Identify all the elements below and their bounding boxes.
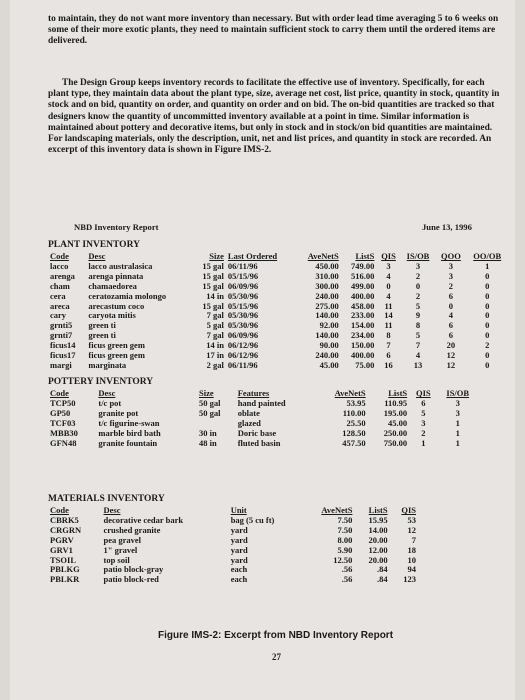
table-cell: fluted basin <box>237 437 281 448</box>
table-cell: PGRV <box>50 534 74 545</box>
pottery-column-header: IS/OB <box>446 388 470 398</box>
table-cell: patio block-red <box>103 574 159 585</box>
table-cell: 0 <box>485 280 490 291</box>
table-cell: 15.95 <box>368 514 388 525</box>
table-cell: crushed granite <box>103 524 161 535</box>
table-cell: ficus green gem <box>88 350 145 361</box>
table-cell: 10 <box>407 554 416 565</box>
table-cell: 8.00 <box>337 534 353 545</box>
table-cell: 0 <box>415 280 421 291</box>
table-cell: GRV1 <box>50 544 73 555</box>
pottery-table <box>48 389 478 448</box>
table-cell: 128.50 <box>342 427 366 438</box>
table-cell: yard <box>230 534 248 545</box>
table-cell: t/c figurine-swan <box>98 417 160 428</box>
table-cell: .56 <box>341 564 353 575</box>
table-cell: MBB30 <box>50 427 78 438</box>
table-cell: arenga pinnata <box>88 270 144 281</box>
table-cell: .84 <box>376 564 388 575</box>
table-cell: 0 <box>485 330 490 341</box>
materials-column-header: Unit <box>230 505 247 515</box>
table-cell: arenga <box>50 270 75 281</box>
plant-table <box>48 252 508 371</box>
table-cell: 2 <box>415 270 421 281</box>
materials-column-header: Code <box>50 505 69 515</box>
table-cell: 06/12/96 <box>227 340 259 351</box>
table-cell: 75.00 <box>355 359 375 370</box>
table-cell: cera <box>50 290 66 301</box>
table-cell: 11 <box>384 300 393 311</box>
table-cell: 458.00 <box>351 300 375 311</box>
table-cell: 0 <box>485 270 490 281</box>
table-cell: 06/11/96 <box>227 359 258 370</box>
page-number: 27 <box>272 652 281 662</box>
table-cell: 25.50 <box>346 417 366 428</box>
report-title: NBD Inventory Report <box>74 222 159 232</box>
table-cell: 240.00 <box>315 350 339 361</box>
table-cell: 14 in <box>206 290 224 301</box>
table-cell: 14 <box>384 310 393 321</box>
table-cell: 0 <box>485 310 490 321</box>
table-cell: 12 <box>407 524 416 535</box>
table-cell: 12.50 <box>333 554 353 565</box>
table-cell: marble bird bath <box>98 427 161 438</box>
table-cell: 12.00 <box>368 544 388 555</box>
table-cell: green ti <box>88 320 116 331</box>
table-cell: 457.50 <box>342 437 366 448</box>
table-cell: 3 <box>455 407 460 418</box>
table-cell: 92.00 <box>319 320 339 331</box>
table-cell: cary <box>50 310 67 321</box>
table-cell: 05/30/96 <box>227 320 259 331</box>
plant-column-header: OO/OB <box>473 251 502 261</box>
materials-column-header: AveNetS <box>321 505 353 515</box>
materials-column-header: QIS <box>401 505 416 515</box>
table-cell: 50 gal <box>199 397 221 408</box>
table-cell: arecastum coco <box>88 300 145 311</box>
table-cell: 15 gal <box>202 270 224 281</box>
table-cell: 0 <box>485 290 490 301</box>
table-cell: 5 <box>421 407 426 418</box>
table-cell: 0 <box>386 280 391 291</box>
table-cell: 195.00 <box>383 407 408 418</box>
table-cell: 0 <box>485 350 490 361</box>
plant-column-header: Desc <box>88 251 106 261</box>
table-cell: 1 <box>455 417 460 428</box>
table-cell: 6 <box>386 350 391 361</box>
table-cell: 1 <box>421 437 426 448</box>
table-cell: 94 <box>407 564 416 575</box>
table-cell: 154.00 <box>351 320 375 331</box>
table-cell: .84 <box>376 574 388 585</box>
paragraph-intro: to maintain, they do not want more inventory than necessary. But with order lead time averaging 5 to 6 weeks on some of their more exotic plants, they need to maintain sufficient stock to carry them until the ordered items are delivered. <box>48 14 499 47</box>
table-cell: 499.00 <box>351 280 375 291</box>
table-cell: lacco <box>50 260 69 271</box>
table-cell: 3 <box>386 260 391 271</box>
table-cell: top soil <box>103 554 130 565</box>
table-row <box>48 361 508 371</box>
table-cell: ficus green gem <box>88 340 145 351</box>
table-cell: 06/12/96 <box>227 350 259 361</box>
table-cell: 3 <box>448 260 454 271</box>
pottery-column-header: ListS <box>388 388 408 398</box>
table-cell: 17 in <box>206 350 224 361</box>
table-cell: hand painted <box>237 397 286 408</box>
table-cell: 110.95 <box>384 397 408 408</box>
table-cell: 30 in <box>199 427 217 438</box>
table-cell: Doric base <box>237 427 277 438</box>
table-cell: 240.00 <box>315 290 339 301</box>
table-cell: 1 <box>455 437 460 448</box>
plant-column-header: QIS <box>381 251 396 261</box>
pottery-column-header: QIS <box>415 388 431 398</box>
table-cell: 2 gal <box>206 359 224 370</box>
table-cell: chamaedorea <box>88 280 137 291</box>
table-cell: 5 <box>415 330 421 341</box>
table-cell: 7 gal <box>206 310 224 321</box>
table-cell: 50 gal <box>199 407 221 418</box>
table-cell: 3 <box>415 260 421 271</box>
table-cell: 4 <box>386 270 391 281</box>
table-cell: 0 <box>485 320 490 331</box>
table-cell: oblate <box>237 407 260 418</box>
table-row <box>48 439 478 449</box>
table-cell: 12 <box>446 359 456 370</box>
table-cell: 140.00 <box>315 310 339 321</box>
table-cell: each <box>230 564 248 575</box>
table-cell: 0 <box>448 300 454 311</box>
table-cell: 05/15/96 <box>227 300 259 311</box>
table-cell: 6 <box>448 330 454 341</box>
table-cell: 400.00 <box>351 350 375 361</box>
table-cell: 48 in <box>199 437 217 448</box>
table-cell: 310.00 <box>315 270 339 281</box>
table-cell: 7.50 <box>337 524 353 535</box>
table-cell: 5 gal <box>206 320 224 331</box>
table-cell: 1" gravel <box>103 544 138 555</box>
table-cell: TCP50 <box>50 397 76 408</box>
table-cell: 3 <box>448 270 454 281</box>
pottery-column-header: AveNetS <box>334 388 366 398</box>
table-cell: 0 <box>485 359 490 370</box>
table-cell: 0 <box>485 300 490 311</box>
table-cell: 1 <box>455 427 460 438</box>
table-cell: 300.00 <box>315 280 339 291</box>
table-cell: 5.90 <box>337 544 353 555</box>
table-cell: 2 <box>415 290 421 301</box>
table-cell: yard <box>230 554 248 565</box>
table-cell: 20.00 <box>368 534 388 545</box>
materials-column-header: Desc <box>103 505 121 515</box>
table-cell: TCF03 <box>50 417 76 428</box>
table-cell: 13 <box>413 359 423 370</box>
table-cell: 6 <box>448 290 454 301</box>
table-cell: 9 <box>415 310 421 321</box>
table-cell: 516.00 <box>351 270 375 281</box>
table-cell: 140.00 <box>315 330 339 341</box>
table-cell: 8 <box>386 330 391 341</box>
materials-column-header: ListS <box>368 505 388 515</box>
table-cell: 400.00 <box>351 290 375 301</box>
table-cell: 05/30/96 <box>227 290 259 301</box>
plant-column-header: Code <box>50 251 69 261</box>
table-cell: 12 <box>446 350 456 361</box>
table-cell: 45.00 <box>319 359 339 370</box>
table-cell: 14.00 <box>368 524 388 535</box>
figure-caption: Figure IMS-2: Excerpt from NBD Inventory Report <box>158 630 394 641</box>
table-cell: 90.00 <box>319 340 339 351</box>
table-row <box>48 321 508 331</box>
table-cell: granite pot <box>98 407 139 418</box>
plant-column-header: Last Ordered <box>227 251 278 261</box>
table-cell: 110.00 <box>342 407 366 418</box>
table-cell: 4 <box>386 290 391 301</box>
table-cell: 150.00 <box>351 340 375 351</box>
table-cell: 14 in <box>206 340 224 351</box>
table-cell: ficus14 <box>50 340 76 351</box>
pottery-column-header: Features <box>237 388 270 398</box>
table-row <box>48 311 508 321</box>
table-cell: 7.50 <box>337 514 353 525</box>
table-cell: patio block-gray <box>103 564 164 575</box>
table-cell: 15 gal <box>202 280 224 291</box>
table-row <box>48 575 418 585</box>
table-cell: 3 <box>421 417 426 428</box>
table-cell: 4 <box>415 350 421 361</box>
pottery-column-header: Desc <box>98 388 116 398</box>
table-cell: 53 <box>407 514 416 525</box>
table-cell: 749.00 <box>351 260 375 271</box>
table-cell: yard <box>230 544 248 555</box>
plant-column-header: ListS <box>355 251 375 261</box>
table-cell: 06/09/96 <box>227 330 259 341</box>
table-cell: 06/11/96 <box>227 260 258 271</box>
table-cell: 15 gal <box>202 260 224 271</box>
table-cell: 123 <box>403 574 416 585</box>
table-cell: 450.00 <box>315 260 339 271</box>
table-cell: marginata <box>88 359 127 370</box>
table-cell: caryota mitis <box>88 310 136 321</box>
table-cell: 3 <box>455 397 460 408</box>
materials-table <box>48 506 418 585</box>
table-cell: 2 <box>421 427 426 438</box>
table-cell: 5 <box>415 300 421 311</box>
table-cell: 20 <box>446 340 456 351</box>
plant-heading: PLANT INVENTORY <box>48 240 140 250</box>
table-cell: 16 <box>384 359 393 370</box>
table-cell: lacco australasica <box>88 260 153 271</box>
plant-column-header: IS/OB <box>406 251 430 261</box>
table-cell: margi <box>50 359 72 370</box>
table-cell: 8 <box>415 320 421 331</box>
table-cell: PBLKR <box>50 574 80 585</box>
table-cell: pea gravel <box>103 534 142 545</box>
table-cell: .56 <box>341 574 353 585</box>
table-cell: 2 <box>485 340 490 351</box>
table-cell: 05/15/96 <box>227 270 259 281</box>
table-cell: granite fountain <box>98 437 158 448</box>
table-cell: 750.00 <box>383 437 408 448</box>
table-cell: 20.00 <box>368 554 388 565</box>
table-cell: 6 <box>448 320 454 331</box>
pottery-column-header: Code <box>50 388 69 398</box>
table-cell: ceratozamia molongo <box>88 290 167 301</box>
table-cell: PBLKG <box>50 564 80 575</box>
table-cell: areca <box>50 300 70 311</box>
table-cell: 250.00 <box>383 427 408 438</box>
table-cell: 15 gal <box>202 300 224 311</box>
table-cell: CRGRN <box>50 524 82 535</box>
table-cell: glazed <box>237 417 261 428</box>
table-cell: 45.00 <box>388 417 408 428</box>
document-page <box>10 0 515 700</box>
table-cell: TSOIL <box>50 554 76 565</box>
table-cell: 233.00 <box>351 310 375 321</box>
plant-column-header: Size <box>209 251 224 261</box>
paragraph-design-group: The Design Group keeps inventory records to facilitate the effective use of inventory. Specifically, for each plant type, they maintain data about the plant type, size, average net cost, list price, quantity in stock, quantity in stock and on bid, quantity on order, and quantity on order and on bid. The on-bid quantities are tracked so that designers know the quantity of uncommitted inventory available at a point in time. Similar information is maintained about pottery and decorative items, but only in stock and in stock/on bid quantities are maintained. For landscaping materials, only the description, unit, net and list prices, and quantity in stock are recorded. An excerpt of this inventory data is shown in Figure IMS-2. <box>48 78 500 156</box>
table-cell: 7 <box>386 340 391 351</box>
table-cell: 4 <box>448 310 454 321</box>
table-cell: 11 <box>384 320 393 331</box>
table-cell: 05/30/96 <box>227 310 259 321</box>
table-cell: 18 <box>407 544 416 555</box>
table-cell: 234.00 <box>351 330 375 341</box>
table-cell: ficus17 <box>50 350 76 361</box>
table-cell: green ti <box>88 330 116 341</box>
table-cell: GP50 <box>50 407 71 418</box>
materials-heading: MATERIALS INVENTORY <box>48 494 165 504</box>
table-cell: grnti5 <box>50 320 73 331</box>
pottery-column-header: Size <box>199 388 214 398</box>
table-cell: grnti7 <box>50 330 73 341</box>
plant-column-header: QOO <box>440 251 461 261</box>
table-cell: 275.00 <box>315 300 339 311</box>
plant-column-header: AveNetS <box>307 251 339 261</box>
table-cell: cham <box>50 280 70 291</box>
table-cell: 06/09/96 <box>227 280 259 291</box>
table-cell: GFN48 <box>50 437 77 448</box>
table-cell: each <box>230 574 248 585</box>
report-date: June 13, 1996 <box>422 222 472 232</box>
table-cell: decorative cedar bark <box>103 514 184 525</box>
table-cell: 1 <box>485 260 490 271</box>
table-cell: t/c pot <box>98 397 122 408</box>
table-cell: yard <box>230 524 248 535</box>
table-cell: 7 <box>415 340 421 351</box>
table-cell: 6 <box>421 397 426 408</box>
table-cell: bag (5 cu ft) <box>230 514 275 525</box>
table-cell: 7 gal <box>206 330 224 341</box>
table-cell: CBRK5 <box>50 514 79 525</box>
table-cell: 53.95 <box>346 397 366 408</box>
pottery-heading: POTTERY INVENTORY <box>48 377 154 387</box>
table-cell: 2 <box>448 280 454 291</box>
table-cell: 7 <box>411 534 416 545</box>
